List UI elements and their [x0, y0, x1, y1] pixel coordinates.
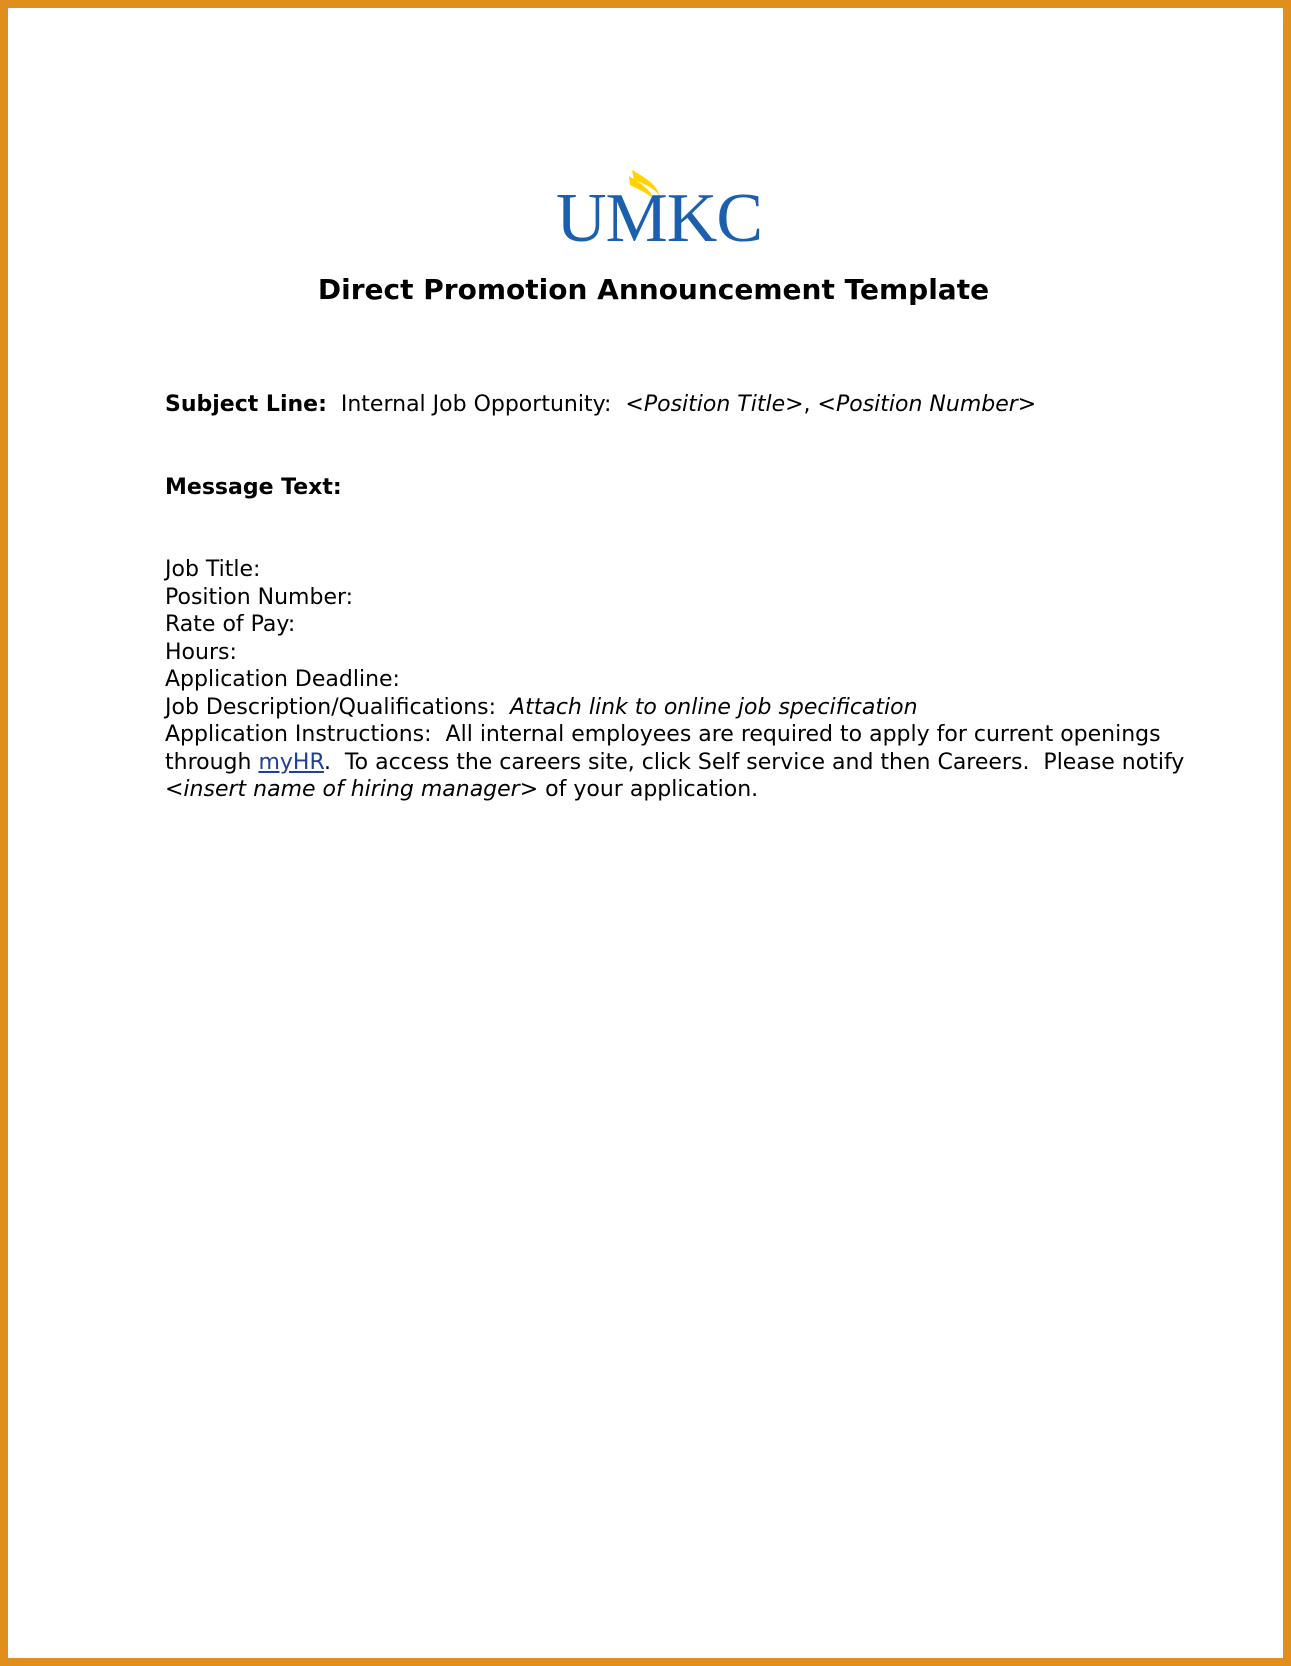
- subject-position-title: <Position Title>: [625, 392, 804, 417]
- document-title: Direct Promotion Announcement Template: [317, 273, 990, 306]
- instructions-line3: [165, 776, 1165, 804]
- instructions-line1: All internal employees are required to apply for current openings: [445, 722, 1161, 747]
- hiring-manager-placeholder: <insert name of hiring manager>: [165, 777, 539, 802]
- instructions-line2: [165, 749, 1185, 777]
- field-position-number: Position Number:: [165, 584, 354, 610]
- instructions-label: Application Instructions:: [165, 722, 432, 747]
- job-description-label: Job Description/Qualifications:: [165, 694, 497, 720]
- logo-text: UMKC: [556, 180, 763, 257]
- instructions-end: of your application.: [545, 777, 759, 802]
- subject-line: [165, 389, 1165, 421]
- field-job-description: [165, 694, 1165, 722]
- message-fields: [165, 556, 1185, 804]
- subject-position-number: <Position Number>: [817, 392, 1037, 417]
- message-label: Message Text:: [165, 475, 342, 500]
- job-description-value: Attach link to online job specification: [510, 694, 918, 720]
- subject-separator: ,: [803, 392, 811, 417]
- myhr-link[interactable]: myHR: [258, 749, 324, 775]
- field-application-deadline: Application Deadline:: [165, 667, 400, 692]
- subject-label: Subject Line:: [165, 392, 327, 417]
- umkc-logo: [556, 166, 763, 257]
- instructions-through: through: [165, 749, 252, 775]
- field-rate-of-pay: Rate of Pay:: [165, 612, 296, 637]
- subject-prefix: Internal Job Opportunity:: [340, 392, 612, 417]
- field-hours: Hours:: [165, 639, 237, 665]
- field-job-title: Job Title:: [165, 557, 261, 582]
- field-application-instructions: [165, 721, 1165, 749]
- instructions-line2-rest: . To access the careers site, click Self service and then Careers. Please notify: [323, 749, 1185, 775]
